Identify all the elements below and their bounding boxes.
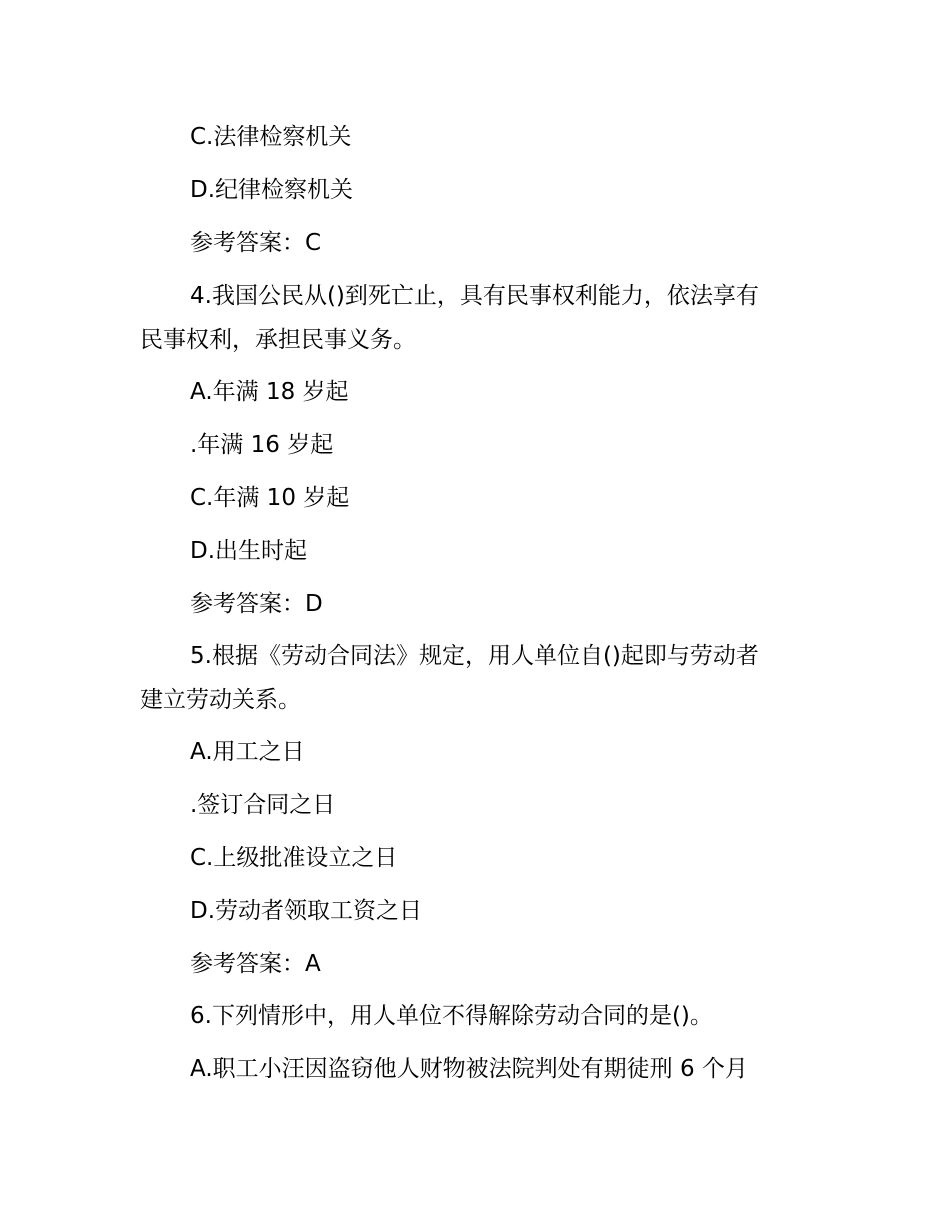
- option-d-q4: D.出生时起: [190, 538, 308, 564]
- option-d-q5: D.劳动者领取工资之日: [190, 898, 423, 924]
- option-c-q4: C.年满 10 岁起: [190, 485, 350, 511]
- question-4: 4.我国公民从()到死亡止，具有民事权利能力，依法享有: [190, 283, 759, 309]
- option-b-q4: .年满 16 岁起: [190, 432, 334, 458]
- question-5: 5.根据《劳动合同法》规定，用人单位自()起即与劳动者: [190, 643, 759, 669]
- option-b-q5: .签订合同之日: [190, 792, 336, 818]
- question-4-continued: 民事权利，承担民事义务。: [140, 327, 416, 353]
- option-d-q3: D.纪律检察机关: [190, 177, 354, 203]
- option-a-q4: A.年满 18 岁起: [190, 379, 349, 405]
- answer-q4: 参考答案：D: [190, 591, 323, 617]
- answer-q3: 参考答案：C: [190, 230, 322, 256]
- question-5-continued: 建立劳动关系。: [140, 687, 301, 713]
- option-c-q3: C.法律检察机关: [190, 124, 352, 150]
- question-6: 6.下列情形中，用人单位不得解除劳动合同的是()。: [190, 1003, 713, 1029]
- option-a-q5: A.用工之日: [190, 739, 305, 765]
- option-c-q5: C.上级批准设立之日: [190, 845, 398, 871]
- answer-q5: 参考答案：A: [190, 951, 321, 977]
- option-a-q6: A.职工小汪因盗窃他人财物被法院判处有期徒刑 6 个月: [190, 1056, 748, 1082]
